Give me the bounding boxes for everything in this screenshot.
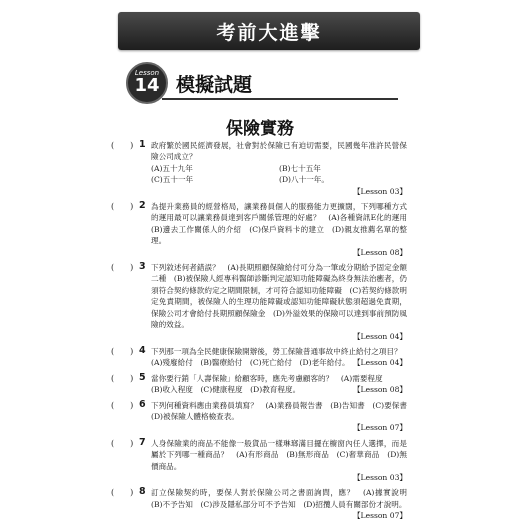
question-number: 7 [139,436,146,448]
banner [118,12,420,50]
option-d: (D)八十一年。 [279,175,329,185]
question-2 [107,200,415,258]
answer-blank: ( ) [111,438,134,448]
question-list [107,139,415,526]
lesson-reference: 【Lesson 03】 [352,472,407,482]
options-line [151,357,407,368]
question-stem: 下列何種資料應由業務員填寫？ (A)業務員報告書 (B)告知書 (C)要保書 (D)被保險人體格檢查表。 [151,400,415,421]
question-8 [107,486,415,521]
question-stem: 當你要行銷「人壽保險」給顧客時，應先考慮顧客的？ (A)需要程度 [151,373,383,383]
lesson-reference: 【Lesson 07】 [352,423,407,433]
lesson-reference: 【Lesson 04】 [352,358,407,368]
question-4 [107,346,407,369]
question-number: 1 [139,139,146,150]
options-line [151,384,407,395]
lesson-reference: 【Lesson 04】 [352,331,407,341]
question-7 [107,438,407,484]
answer-blank: ( ) [111,346,134,356]
lesson-reference: 【Lesson 07】 [352,511,407,521]
question-number: 8 [139,486,146,498]
section-title: 保險實務 [226,119,294,139]
answer-blank: ( ) [111,373,134,383]
question-3 [107,262,407,342]
question-stem: 為提升業務員的經營格局，讓業務員個人的服務能力更擴闊，下列哪種方式的運用最可以讓業務員達到客戶關係管理的好處？ (A)各種資訊E化的運用 (B)邊去工作關係人的介紹 (C)保戶資料卡的建立 (D)親友推薦名單的整理。 [151,202,415,246]
answer-blank: ( ) [111,202,134,212]
lesson-number: 14 [134,75,160,97]
lesson-reference: 【Lesson 08】 [352,247,407,257]
question-stem: 人身保險業的商品不能像一般貨品一樣琳瑯滿目擺在櫥窗內任人選擇，而是屬於下列哪一種商品？ (A)有形商品 (B)無形商品 (C)奢華商品 (D)無價商品。 [151,438,407,471]
question-stem: 訂立保險契約時，要保人對於保險公司之書面詢問，應？ (A)據實說明 (B)不予告知 (C)涉及隱私部分可不予告知 (D)招攬人員有關部份才說明。 [151,488,415,509]
lesson-reference: 【Lesson 03】 [352,186,407,196]
option-a: (A)五十九年 [151,163,193,173]
options-text: (A)殘廢給付 (B)醫療給付 (C)死亡給付 (D)老年給付。 [151,358,350,368]
option-c: (C)五十一年 [151,175,194,185]
chapter-title: 模擬試題 [176,74,253,96]
question-number: 5 [139,371,146,383]
lesson-badge [126,62,168,104]
question-number: 6 [139,398,146,410]
question-stem: 下列那一項為全民健康保險開辦後，勞工保險普通事故中終止給付之項目？ [151,346,402,356]
answer-blank: ( ) [111,488,134,498]
question-1 [107,140,407,197]
question-number: 3 [139,261,146,273]
answer-blank: ( ) [111,400,134,410]
question-number: 2 [139,200,146,212]
lesson-reference: 【Lesson 08】 [352,385,407,395]
answer-blank: ( ) [111,263,134,273]
option-grid [151,163,407,186]
question-6 [107,398,415,434]
question-stem: 下列敘述何者錯誤？ (A)長期照顧保險給付可分為一筆或分期給予固定金額二種 (B)被保險人經專科醫師診斷判定認知功能障礙為終身無法治癒者，仍須符合契約條款約定之期間限制，才可符合認知功能障礙 (C)若契約條款明定免責期間，被保險人的生理功能障礙或認知功能障礙狀態須超過免責期，保險公司才會給付長期照顧保險金 (D)外溢效果的保險可以達到事前預防風險的效益。 [151,263,407,330]
banner-title: 考前大進擊 [216,21,322,44]
lesson-word: Lesson [134,69,160,78]
chapter-bar [162,66,398,100]
question-number: 4 [139,344,146,356]
question-stem: 政府繁於國民經濟發展，社會對於保險已有迫切需要，民國幾年准許民營保險公司成立？ [151,141,407,162]
option-b: (B)七十五年 [279,163,321,173]
answer-blank: ( ) [111,141,134,150]
options-text: (B)收入程度 (C)健康程度 (D)教育程度。 [151,385,301,395]
question-5 [107,373,407,396]
